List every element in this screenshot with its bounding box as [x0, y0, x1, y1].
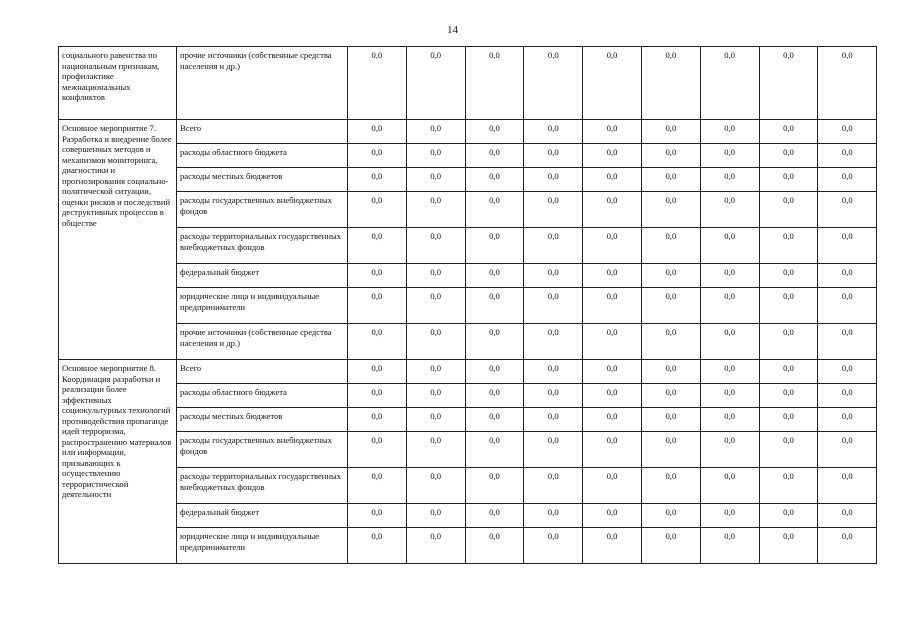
- value-cell: 0,0: [700, 144, 759, 168]
- table-row: [59, 288, 877, 324]
- value-cell: 0,0: [759, 47, 818, 120]
- value-cell: 0,0: [759, 324, 818, 360]
- table-row: [59, 468, 877, 504]
- value-cell: 0,0: [406, 228, 465, 264]
- table-row: [59, 228, 877, 264]
- value-cell: 0,0: [700, 432, 759, 468]
- value-cell: 0,0: [700, 192, 759, 228]
- value-cell: 0,0: [818, 144, 877, 168]
- value-cell: 0,0: [759, 408, 818, 432]
- value-cell: 0,0: [583, 144, 642, 168]
- value-cell: 0,0: [524, 432, 583, 468]
- event-cell: социального равенства по национальным признакам, профилактике межнациональных конфликтов: [59, 47, 177, 120]
- value-cell: 0,0: [583, 228, 642, 264]
- value-cell: 0,0: [641, 324, 700, 360]
- value-cell: 0,0: [465, 324, 524, 360]
- value-cell: 0,0: [406, 504, 465, 528]
- value-cell: 0,0: [348, 47, 407, 120]
- value-cell: 0,0: [465, 144, 524, 168]
- value-cell: 0,0: [406, 432, 465, 468]
- value-cell: 0,0: [406, 47, 465, 120]
- value-cell: 0,0: [641, 432, 700, 468]
- value-cell: 0,0: [583, 384, 642, 408]
- value-cell: 0,0: [759, 528, 818, 564]
- funding-source-cell: расходы местных бюджетов: [177, 168, 348, 192]
- value-cell: 0,0: [583, 360, 642, 384]
- value-cell: 0,0: [818, 408, 877, 432]
- value-cell: 0,0: [465, 47, 524, 120]
- value-cell: 0,0: [465, 504, 524, 528]
- value-cell: 0,0: [818, 120, 877, 144]
- value-cell: 0,0: [583, 288, 642, 324]
- value-cell: 0,0: [759, 504, 818, 528]
- table-row: [59, 528, 877, 564]
- value-cell: 0,0: [700, 168, 759, 192]
- funding-source-cell: расходы территориальных государственных внебюджетных фондов: [177, 228, 348, 264]
- table-body: [59, 47, 877, 564]
- value-cell: 0,0: [759, 264, 818, 288]
- table-row: [59, 384, 877, 408]
- value-cell: 0,0: [818, 228, 877, 264]
- value-cell: 0,0: [406, 144, 465, 168]
- value-cell: 0,0: [406, 384, 465, 408]
- value-cell: 0,0: [524, 120, 583, 144]
- value-cell: 0,0: [465, 432, 524, 468]
- value-cell: 0,0: [759, 468, 818, 504]
- value-cell: 0,0: [759, 144, 818, 168]
- value-cell: 0,0: [641, 47, 700, 120]
- value-cell: 0,0: [406, 168, 465, 192]
- value-cell: 0,0: [641, 408, 700, 432]
- value-cell: 0,0: [465, 120, 524, 144]
- value-cell: 0,0: [700, 528, 759, 564]
- value-cell: 0,0: [406, 360, 465, 384]
- value-cell: 0,0: [348, 528, 407, 564]
- value-cell: 0,0: [641, 228, 700, 264]
- table-row: [59, 264, 877, 288]
- value-cell: 0,0: [348, 168, 407, 192]
- value-cell: 0,0: [700, 120, 759, 144]
- funding-source-cell: юридические лица и индивидуальные предприниматели: [177, 288, 348, 324]
- table-row: [59, 408, 877, 432]
- value-cell: 0,0: [406, 324, 465, 360]
- value-cell: 0,0: [583, 528, 642, 564]
- value-cell: 0,0: [583, 120, 642, 144]
- value-cell: 0,0: [641, 264, 700, 288]
- value-cell: 0,0: [700, 228, 759, 264]
- value-cell: 0,0: [406, 528, 465, 564]
- value-cell: 0,0: [524, 192, 583, 228]
- value-cell: 0,0: [406, 408, 465, 432]
- value-cell: 0,0: [641, 168, 700, 192]
- value-cell: 0,0: [759, 168, 818, 192]
- value-cell: 0,0: [348, 384, 407, 408]
- table-row: [59, 504, 877, 528]
- value-cell: 0,0: [348, 468, 407, 504]
- funding-source-cell: расходы областного бюджета: [177, 384, 348, 408]
- value-cell: 0,0: [641, 384, 700, 408]
- value-cell: 0,0: [700, 504, 759, 528]
- value-cell: 0,0: [818, 47, 877, 120]
- value-cell: 0,0: [700, 47, 759, 120]
- value-cell: 0,0: [759, 120, 818, 144]
- value-cell: 0,0: [524, 144, 583, 168]
- value-cell: 0,0: [524, 468, 583, 504]
- value-cell: 0,0: [818, 528, 877, 564]
- value-cell: 0,0: [348, 264, 407, 288]
- value-cell: 0,0: [700, 324, 759, 360]
- value-cell: 0,0: [406, 264, 465, 288]
- value-cell: 0,0: [818, 324, 877, 360]
- value-cell: 0,0: [348, 120, 407, 144]
- value-cell: 0,0: [641, 192, 700, 228]
- value-cell: 0,0: [759, 228, 818, 264]
- value-cell: 0,0: [818, 468, 877, 504]
- funding-source-cell: федеральный бюджет: [177, 264, 348, 288]
- value-cell: 0,0: [524, 408, 583, 432]
- value-cell: 0,0: [818, 360, 877, 384]
- value-cell: 0,0: [524, 228, 583, 264]
- value-cell: 0,0: [465, 384, 524, 408]
- value-cell: 0,0: [700, 360, 759, 384]
- value-cell: 0,0: [583, 168, 642, 192]
- value-cell: 0,0: [818, 168, 877, 192]
- table-row: [59, 120, 877, 144]
- value-cell: 0,0: [700, 288, 759, 324]
- value-cell: 0,0: [818, 432, 877, 468]
- table-row: [59, 432, 877, 468]
- value-cell: 0,0: [465, 408, 524, 432]
- value-cell: 0,0: [524, 504, 583, 528]
- table-row: [59, 47, 877, 120]
- value-cell: 0,0: [583, 504, 642, 528]
- value-cell: 0,0: [524, 264, 583, 288]
- value-cell: 0,0: [759, 432, 818, 468]
- table-row: [59, 324, 877, 360]
- funding-source-cell: юридические лица и индивидуальные предприниматели: [177, 528, 348, 564]
- value-cell: 0,0: [700, 408, 759, 432]
- value-cell: 0,0: [465, 264, 524, 288]
- funding-source-cell: Всего: [177, 360, 348, 384]
- table-row: [59, 360, 877, 384]
- value-cell: 0,0: [465, 288, 524, 324]
- value-cell: 0,0: [524, 384, 583, 408]
- value-cell: 0,0: [348, 288, 407, 324]
- value-cell: 0,0: [641, 288, 700, 324]
- value-cell: 0,0: [465, 168, 524, 192]
- value-cell: 0,0: [348, 144, 407, 168]
- funding-source-cell: прочие источники (собственные средства населения и др.): [177, 324, 348, 360]
- value-cell: 0,0: [583, 47, 642, 120]
- value-cell: 0,0: [465, 468, 524, 504]
- value-cell: 0,0: [348, 228, 407, 264]
- value-cell: 0,0: [524, 288, 583, 324]
- funding-source-cell: расходы государственных внебюджетных фондов: [177, 432, 348, 468]
- value-cell: 0,0: [641, 360, 700, 384]
- value-cell: 0,0: [524, 168, 583, 192]
- event-cell: Основное мероприятие 8. Координация разработки и реализации более эффективных социокультурных технологий противодействия пропаганде идей терроризма, распространению материалов или информации, призывающих к осуществлению террористической деятельности: [59, 360, 177, 564]
- value-cell: 0,0: [583, 192, 642, 228]
- value-cell: 0,0: [348, 360, 407, 384]
- value-cell: 0,0: [818, 384, 877, 408]
- value-cell: 0,0: [348, 432, 407, 468]
- value-cell: 0,0: [406, 120, 465, 144]
- value-cell: 0,0: [348, 408, 407, 432]
- funding-source-cell: расходы территориальных государственных внебюджетных фондов: [177, 468, 348, 504]
- funding-source-cell: расходы местных бюджетов: [177, 408, 348, 432]
- page-number: 14: [447, 24, 458, 36]
- value-cell: 0,0: [465, 228, 524, 264]
- value-cell: 0,0: [583, 408, 642, 432]
- value-cell: 0,0: [524, 360, 583, 384]
- value-cell: 0,0: [406, 468, 465, 504]
- funding-table: [58, 46, 877, 564]
- value-cell: 0,0: [583, 468, 642, 504]
- value-cell: 0,0: [524, 528, 583, 564]
- value-cell: 0,0: [700, 384, 759, 408]
- value-cell: 0,0: [818, 192, 877, 228]
- funding-source-cell: расходы областного бюджета: [177, 144, 348, 168]
- value-cell: 0,0: [348, 324, 407, 360]
- value-cell: 0,0: [759, 360, 818, 384]
- value-cell: 0,0: [583, 324, 642, 360]
- value-cell: 0,0: [759, 288, 818, 324]
- value-cell: 0,0: [641, 120, 700, 144]
- value-cell: 0,0: [818, 264, 877, 288]
- value-cell: 0,0: [641, 504, 700, 528]
- value-cell: 0,0: [700, 264, 759, 288]
- value-cell: 0,0: [524, 324, 583, 360]
- funding-source-cell: Всего: [177, 120, 348, 144]
- value-cell: 0,0: [759, 384, 818, 408]
- funding-source-cell: прочие источники (собственные средства населения и др.): [177, 47, 348, 120]
- funding-source-cell: расходы государственных внебюджетных фондов: [177, 192, 348, 228]
- value-cell: 0,0: [406, 192, 465, 228]
- value-cell: 0,0: [406, 288, 465, 324]
- value-cell: 0,0: [465, 192, 524, 228]
- value-cell: 0,0: [465, 528, 524, 564]
- value-cell: 0,0: [465, 360, 524, 384]
- value-cell: 0,0: [524, 47, 583, 120]
- value-cell: 0,0: [641, 528, 700, 564]
- table-row: [59, 168, 877, 192]
- value-cell: 0,0: [583, 264, 642, 288]
- table-row: [59, 192, 877, 228]
- value-cell: 0,0: [700, 468, 759, 504]
- value-cell: 0,0: [818, 288, 877, 324]
- value-cell: 0,0: [348, 504, 407, 528]
- value-cell: 0,0: [583, 432, 642, 468]
- value-cell: 0,0: [641, 144, 700, 168]
- table-row: [59, 144, 877, 168]
- event-cell: Основное мероприятие 7. Разработка и внедрение более совершенных методов и механизмов мониторинга, диагностики и прогнозирования социально-политической ситуации, оценки рисков и последствий деструктивных процессов в обществе: [59, 120, 177, 360]
- value-cell: 0,0: [759, 192, 818, 228]
- value-cell: 0,0: [641, 468, 700, 504]
- value-cell: 0,0: [818, 504, 877, 528]
- funding-source-cell: федеральный бюджет: [177, 504, 348, 528]
- value-cell: 0,0: [348, 192, 407, 228]
